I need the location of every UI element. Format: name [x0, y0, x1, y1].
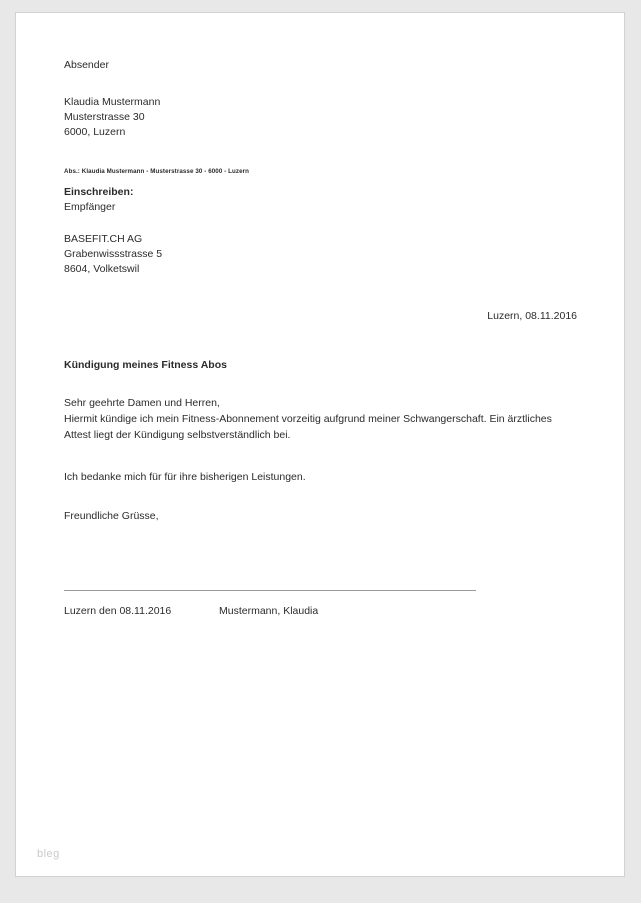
sender-name: Klaudia Mustermann [64, 96, 161, 108]
signature-divider [64, 590, 476, 591]
watermark: bleg [37, 848, 60, 860]
paragraph-1-line-2: Attest liegt der Kündigung selbstverständlich bei. [64, 429, 291, 441]
sender-street: Musterstrasse 30 [64, 111, 145, 123]
closing: Freundliche Grüsse, [64, 510, 159, 522]
sender-address [64, 95, 579, 140]
signature-place-date: Luzern den 08.11.2016 [64, 605, 172, 617]
document-page [15, 12, 625, 877]
sender-label: Absender [64, 59, 109, 71]
letter-body-first [64, 395, 579, 443]
recipient-city: 8604, Volketswil [64, 263, 140, 275]
return-address-line: Abs.: Klaudia Mustermann - Musterstrasse 30 - 6000 - Luzern [64, 168, 250, 175]
recipient-street: Grabenwissstrasse 5 [64, 248, 163, 260]
delivery-method-label: Einschreiben: [64, 186, 134, 198]
salutation: Sehr geehrte Damen und Herren, [64, 397, 220, 409]
signature-name: Mustermann, Klaudia [219, 605, 319, 617]
paragraph-1-line-1: Hiermit kündige ich mein Fitness-Abonnement vorzeitig aufgrund meiner Schwangerschaft. Ein ärztliches [64, 413, 552, 425]
paragraph-2: Ich bedanke mich für für ihre bisherigen Leistungen. [64, 471, 306, 483]
place-date: Luzern, 08.11.2016 [487, 310, 577, 322]
signature-row [64, 604, 579, 619]
sender-city: 6000, Luzern [64, 126, 126, 138]
letter-content [64, 58, 579, 619]
recipient-label: Empfänger [64, 201, 116, 213]
recipient-company: BASEFIT.CH AG [64, 233, 143, 245]
recipient-address [64, 232, 579, 277]
subject-line: Kündigung meines Fitness Abos [64, 359, 227, 371]
